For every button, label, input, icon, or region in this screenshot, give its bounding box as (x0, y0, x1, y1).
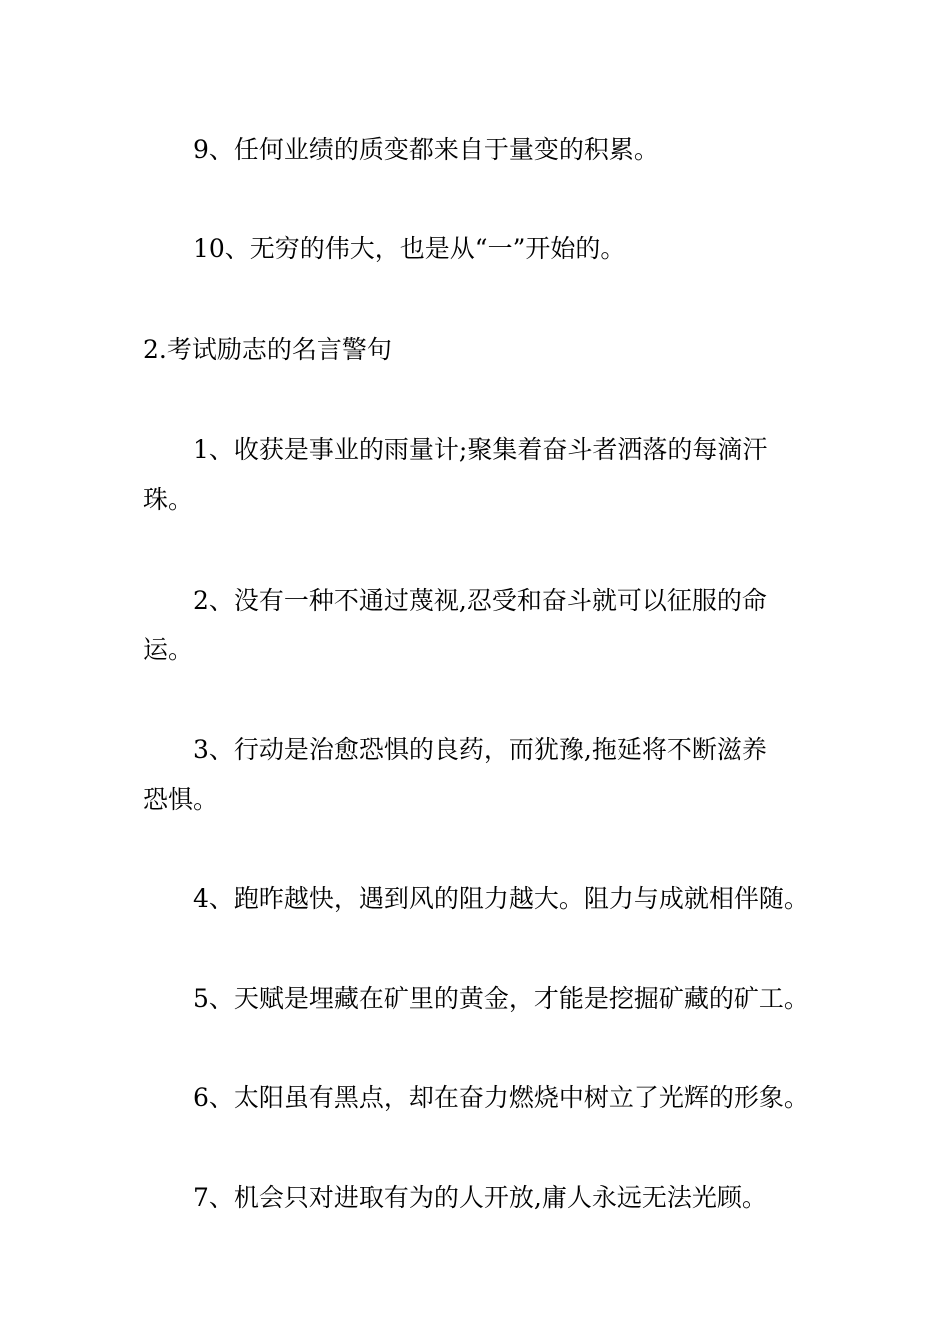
quote-9: 9、任何业绩的质变都来自于量变的积累。 (193, 135, 659, 164)
quote-1-line-1: 1、收获是事业的雨量计;聚集着奋斗者洒落的每滴汗 (193, 435, 768, 464)
quote-7: 7、机会只对进取有为的人开放,庸人永远无法光顾。 (193, 1183, 767, 1212)
quote-3-line-1: 3、行动是治愈恐惧的良药，而犹豫,拖延将不断滋养 (193, 735, 767, 764)
quote-6: 6、太阳虽有黑点，却在奋力燃烧中树立了光辉的形象。 (193, 1083, 809, 1112)
quote-3-line-2: 恐惧。 (143, 785, 219, 814)
quote-1-line-2: 珠。 (143, 485, 194, 514)
quote-2-line-1: 2、没有一种不通过蔑视,忍受和奋斗就可以征服的命 (193, 586, 767, 615)
quote-10: 10、无穷的伟大，也是从“一”开始的。 (193, 234, 626, 263)
section-heading: 2.考试励志的名言警句 (143, 335, 392, 364)
quote-4: 4、跑昨越快，遇到风的阻力越大。阻力与成就相伴随。 (193, 884, 809, 913)
quote-2-line-2: 运。 (143, 635, 194, 664)
quote-5: 5、天赋是埋藏在矿里的黄金，才能是挖掘矿藏的矿工。 (193, 984, 809, 1013)
